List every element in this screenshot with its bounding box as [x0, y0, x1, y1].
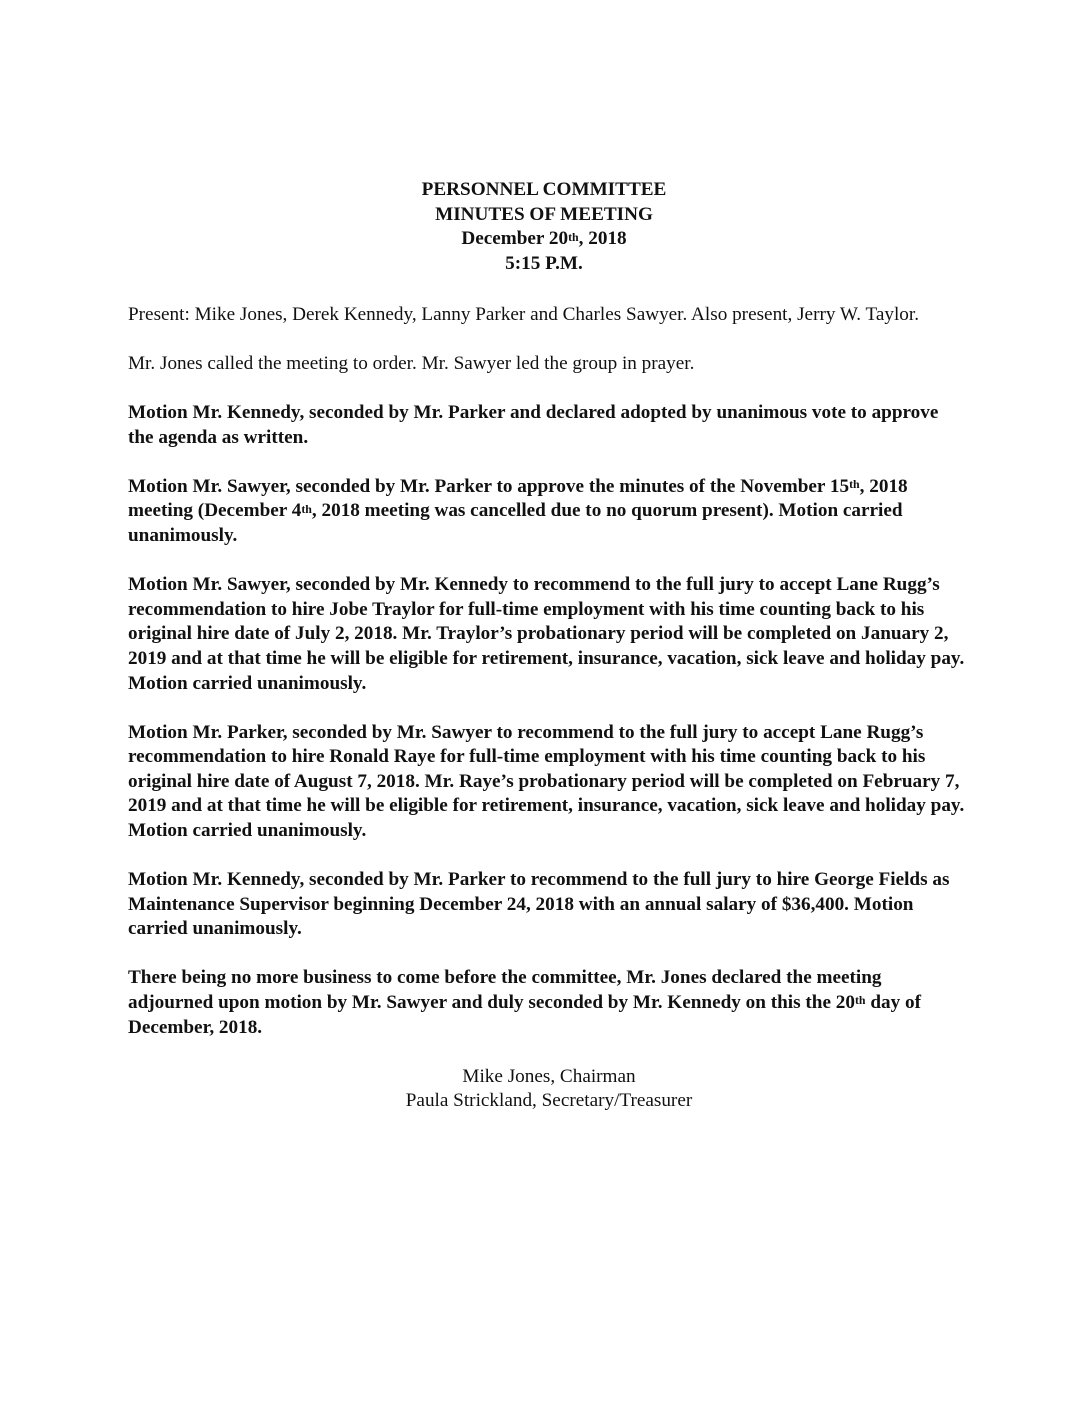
chairman-signature: Mike Jones, Chairman — [462, 1065, 636, 1087]
minutes-title: MINUTES OF MEETING — [435, 203, 653, 225]
attendance-paragraph: Present: Mike Jones, Derek Kennedy, Lanny Parker and Charles Sawyer. Also present, Jerry W. Taylor. — [128, 304, 920, 325]
minutes-motion-text-3: , 2018 meeting was cancelled due to no quorum present). Motion carried unanimously. — [128, 500, 903, 547]
agenda-motion: Motion Mr. Kennedy, seconded by Mr. Parker and declared adopted by unanimous vote to approve the agenda as written. — [128, 402, 939, 448]
document-heading — [0, 178, 1088, 276]
meeting-time: 5:15 P.M. — [505, 252, 583, 274]
adjournment-paragraph — [128, 966, 966, 1040]
meeting-date-year: , 2018 — [578, 228, 627, 250]
adjournment-ordinal: th — [854, 993, 866, 1008]
meeting-date — [0, 227, 1088, 252]
minutes-approval-motion — [128, 475, 966, 549]
signature-block — [318, 1065, 780, 1114]
traylor-hire-motion: Motion Mr. Sawyer, seconded by Mr. Kennedy to recommend to the full jury to accept Lane Rugg’s recommendation to hire Jobe Traylor for full-time employment with his time counting back to his original hire date of July 2, 2018. Mr. Traylor’s probationary period will be completed on January 2, 2019 and at that time he will be eligible for retirement, insurance, vacation, sick leave and holiday pay. Motion carried unanimously. — [128, 574, 965, 694]
minutes-body — [128, 303, 966, 1114]
raye-hire-motion: Motion Mr. Parker, seconded by Mr. Sawyer to recommend to the full jury to accept Lane Rugg’s recommendation to hire Ronald Raye for full-time employment with his time counting back to his original hire date of August 7, 2018. Mr. Raye’s probationary period will be completed on February 7, 2019 and at that time he will be eligible for retirement, insurance, vacation, sick leave and holiday pay. Motion carried unanimously. — [128, 721, 965, 841]
minutes-motion-text-2: , 2018 meeting (December 4 — [128, 475, 908, 522]
minutes-motion-ordinal-2: th — [301, 501, 312, 516]
committee-title: PERSONNEL COMMITTEE — [421, 179, 667, 200]
adjournment-text-2: day of December, 2018. — [128, 991, 921, 1038]
secretary-signature: Paula Strickland, Secretary/Treasurer — [405, 1090, 693, 1112]
call-to-order-paragraph: Mr. Jones called the meeting to order. Mr. Sawyer led the group in prayer. — [128, 353, 695, 375]
fields-hire-motion: Motion Mr. Kennedy, seconded by Mr. Parker to recommend to the full jury to hire George Fields as Maintenance Supervisor beginning December 24, 2018 with an annual salary of $36,400. Motion carried unanimously. — [128, 869, 950, 940]
minutes-motion-ordinal-1: th — [849, 477, 860, 492]
meeting-date-main: December 20 — [461, 228, 569, 250]
meeting-date-ordinal: th — [568, 229, 579, 244]
minutes-motion-text-1: Motion Mr. Sawyer, seconded by Mr. Parker to approve the minutes of the November 15 — [128, 475, 850, 497]
adjournment-text-1: There being no more business to come before the committee, Mr. Jones declared the meeting adjourned upon motion by Mr. Sawyer and duly seconded by Mr. Kennedy on this the 20 — [128, 967, 882, 1013]
